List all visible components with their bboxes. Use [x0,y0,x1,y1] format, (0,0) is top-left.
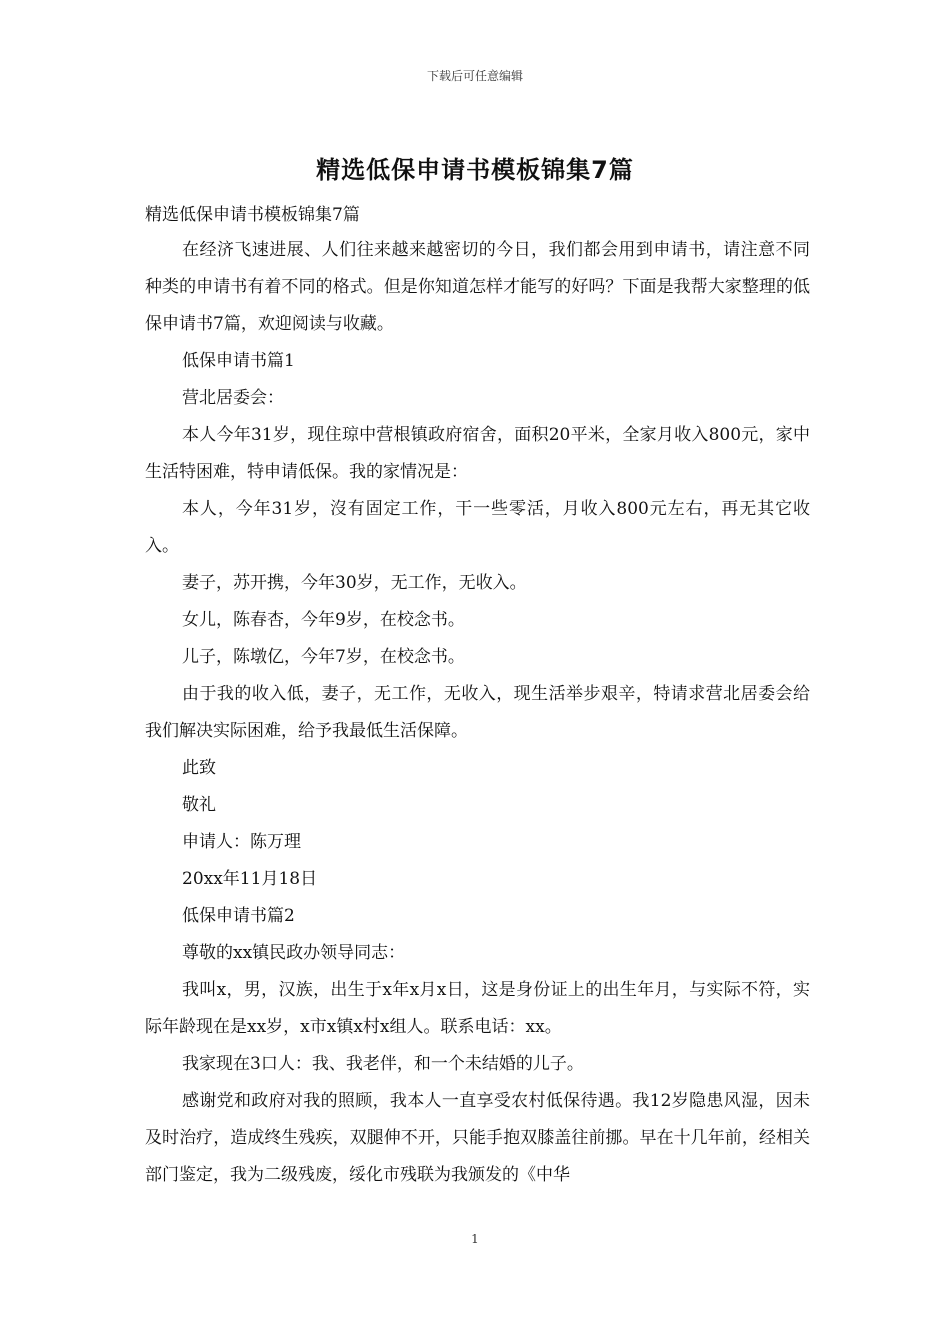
paragraph: 本人今年31岁，现住琼中营根镇政府宿舍，面积20平米，全家月收入800元，家中生活特困难，特申请低保。我的家情况是： [145,425,810,482]
paragraph: 尊敬的xx镇民政办领导同志： [182,943,406,963]
paragraph: 由于我的收入低，妻子，无工作，无收入，现生活举步艰辛，特请求营北居委会给我们解决实际困难，给予我最低生活保障。 [145,684,810,741]
paragraph: 敬礼 [182,795,216,815]
header-note: 下载后可任意编辑 [426,69,523,83]
paragraph: 儿子，陈墩亿，今年7岁，在校念书。 [182,647,465,667]
paragraph: 营北居委会： [182,388,284,408]
document-subtitle: 精选低保申请书模板锦集7篇 [145,205,360,225]
paragraph: 在经济飞速进展、人们往来越来越密切的今日，我们都会用到申请书，请注意不同种类的申请书有着不同的格式。但是你知道怎样才能写的好吗？下面是我帮大家整理的低保申请书7篇，欢迎阅读与收藏。 [145,240,810,334]
page-number: 1 [471,1232,479,1246]
paragraph: 低保申请书篇1 [182,351,295,371]
paragraph: 我家现在3口人：我、我老伴，和一个未结婚的儿子。 [182,1054,584,1074]
paragraph: 低保申请书篇2 [182,906,295,926]
paragraph: 本人，今年31岁，沒有固定工作，干一些零活，月收入800元左右，再无其它收入。 [145,499,810,556]
paragraph: 妻子，苏开携，今年30岁，无工作，无收入。 [182,573,527,593]
paragraph: 申请人：陈万理 [182,832,301,852]
paragraph: 20xx年11月18日 [182,869,318,889]
paragraph: 女儿，陈春杏，今年9岁，在校念书。 [182,610,465,630]
paragraph: 此致 [182,758,216,778]
document-body [145,232,810,1194]
paragraph: 感谢党和政府对我的照顾，我本人一直享受农村低保待遇。我12岁隐患风湿，因未及时治疗，造成终生残疾，双腿伸不开，只能手抱双膝盖往前挪。早在十几年前，经相关部门鉴定，我为二级残废，绥化市残联为我颁发的《中华 [145,1091,810,1185]
paragraph: 我叫x，男，汉族，出生于x年x月x日，这是身份证上的出生年月，与实际不符，实际年龄现在是xx岁，x市x镇x村x组人。联系电话：xx。 [145,980,810,1037]
document-title: 精选低保申请书模板锦集7篇 [316,156,634,184]
